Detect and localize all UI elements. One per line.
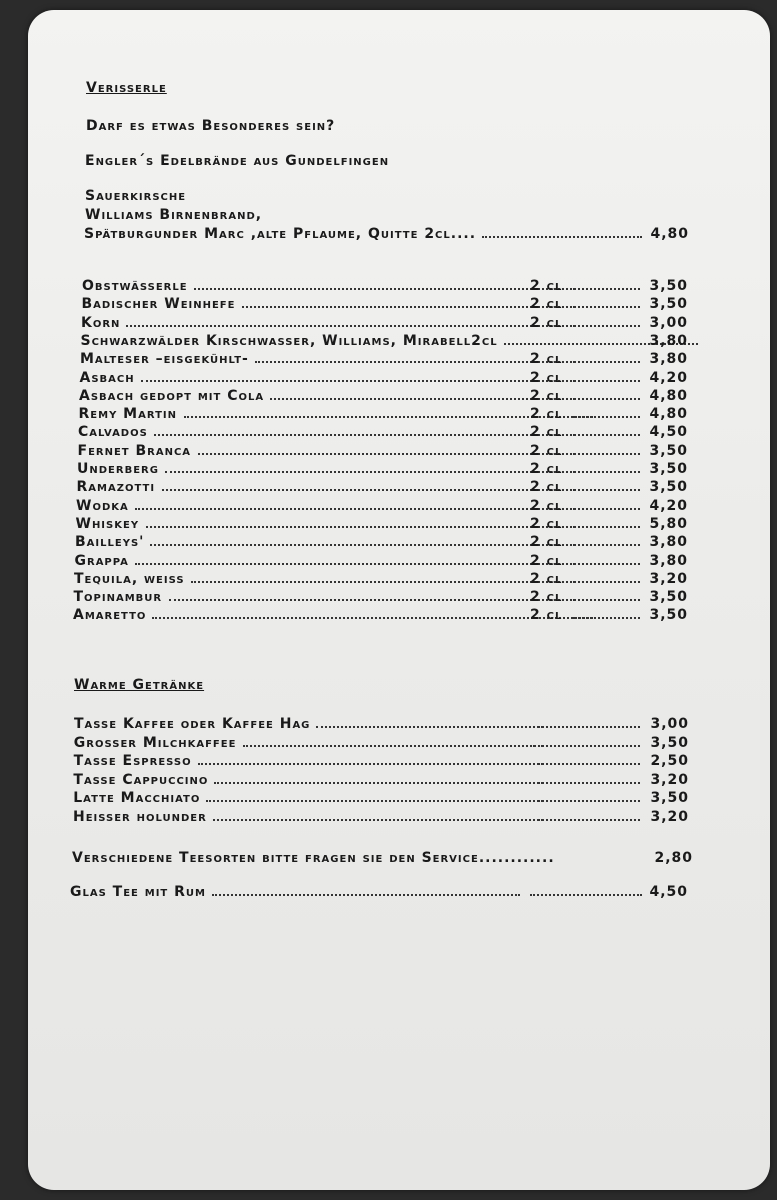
spirit-row	[79, 388, 688, 406]
item-unit: 2 cl	[530, 515, 563, 532]
section-heading-verisserle: Verisserle	[86, 80, 167, 96]
spirit-row	[80, 370, 689, 388]
menu-card	[28, 10, 770, 1190]
dot-leader	[141, 380, 597, 382]
spirit-row	[76, 516, 689, 534]
item-name: Latte Macchiato	[73, 790, 201, 806]
spirit-row	[75, 534, 688, 552]
rum-tea-row	[70, 884, 688, 902]
item-name: Spätburgunder Marc ,alte Pflaume, Quitte 2cl....	[84, 226, 477, 242]
item-name: Underberg	[77, 461, 159, 477]
item-unit: 2 cl	[530, 497, 563, 514]
item-price: 2,50	[650, 753, 689, 769]
item-unit: 2 cl	[530, 278, 563, 294]
special-line-1: Sauerkirsche	[85, 188, 187, 204]
dot-leader	[530, 894, 642, 896]
producer-line: Engler´s Edelbrände aus Gundelfingen	[85, 153, 390, 169]
item-name: Grosser Milchkaffee	[73, 734, 237, 751]
special-item-row	[84, 226, 689, 244]
item-name: Verschiedene Teesorten bitte fragen sie den Service............	[72, 850, 555, 866]
dot-leader	[573, 471, 640, 473]
item-unit: 2 cl	[530, 442, 563, 459]
dot-leader	[533, 819, 640, 821]
item-price: 2,80	[654, 850, 693, 866]
dot-leader	[573, 453, 640, 455]
item-unit: 2 cl	[530, 424, 563, 441]
item-unit: 2 cl	[530, 607, 563, 624]
spirit-row	[74, 589, 689, 607]
item-price: 3,50	[649, 278, 688, 294]
item-name: Fernet Branca	[77, 442, 192, 459]
item-unit: 2 cl	[530, 387, 563, 404]
warm-drink-row	[74, 716, 689, 734]
dot-leader	[573, 544, 640, 546]
item-unit: 2 cl	[530, 296, 563, 313]
subtitle: Darf es etwas Besonderes sein?	[86, 118, 336, 134]
warm-drink-row	[74, 753, 689, 771]
dot-leader	[573, 325, 640, 327]
item-price: 4,20	[649, 369, 688, 386]
item-price: 4,80	[650, 226, 689, 242]
item-unit: 2 cl	[530, 351, 563, 368]
item-price: 3,50	[649, 461, 688, 477]
warm-drink-row	[74, 735, 689, 753]
dot-leader	[243, 745, 543, 747]
item-name: Tasse Cappuccino	[73, 771, 209, 788]
item-price: 3,20	[650, 771, 689, 788]
item-unit: 2 cl	[530, 534, 563, 551]
dot-leader	[533, 800, 640, 802]
item-price: 3,80	[649, 332, 688, 349]
item-name: Topinambur	[73, 589, 163, 606]
dot-leader	[533, 726, 640, 728]
item-price: 3,50	[650, 734, 689, 751]
dot-leader	[573, 416, 640, 418]
spirit-row	[82, 278, 688, 296]
item-name: Asbach	[79, 369, 135, 386]
item-unit: 2 cl	[530, 479, 563, 496]
item-name: Whiskey	[75, 515, 140, 532]
item-price: 4,80	[649, 387, 688, 404]
dot-leader	[126, 325, 596, 327]
item-price: 3,00	[649, 314, 688, 331]
warm-drink-row	[73, 772, 689, 790]
special-line-2: Williams Birnenbrand,	[85, 207, 263, 223]
dot-leader	[146, 526, 597, 528]
dot-leader	[573, 581, 640, 583]
spirit-row	[74, 571, 688, 589]
spirit-row	[80, 351, 688, 369]
item-name: Schwarzwälder Kirschwasser, Williams, Mirabell2cl	[80, 332, 498, 349]
dot-leader	[316, 726, 543, 728]
item-price: 3,80	[649, 534, 688, 551]
dot-leader	[482, 236, 642, 238]
warm-drink-row	[73, 809, 689, 827]
dot-leader	[212, 894, 520, 896]
dot-leader	[533, 763, 640, 765]
item-price: 3,00	[650, 716, 689, 732]
item-name: Ramazotti	[76, 479, 156, 496]
dot-leader	[135, 508, 596, 510]
item-price: 4,20	[649, 497, 688, 514]
section-heading-warme-getraenke: Warme Getränke	[74, 677, 205, 693]
item-unit: 2 cl	[530, 570, 563, 587]
spirit-row	[81, 333, 689, 351]
item-name: Remy Martin	[78, 406, 178, 423]
item-price: 3,50	[649, 607, 688, 624]
item-price: 3,20	[650, 808, 689, 825]
item-price: 3,50	[649, 296, 688, 313]
dot-leader	[573, 380, 640, 382]
dot-leader	[198, 763, 543, 765]
item-price: 3,50	[649, 589, 688, 606]
item-name: Korn	[81, 314, 121, 331]
item-name: Tasse Kaffee oder Kaffee Hag	[74, 716, 311, 732]
item-name: Malteser –eisgekühlt-	[80, 351, 249, 368]
item-price: 3,50	[649, 442, 688, 459]
item-name: Asbach gedopt mit Cola	[79, 387, 265, 404]
item-price: 4,80	[649, 406, 688, 423]
item-name: Bailleys'	[75, 534, 145, 551]
dot-leader	[573, 434, 640, 436]
dot-leader	[573, 398, 640, 400]
warm-drink-row	[73, 790, 689, 808]
item-price: 3,50	[649, 479, 688, 496]
spirit-row	[76, 498, 688, 516]
dot-leader	[573, 617, 640, 619]
dot-leader	[573, 563, 640, 565]
spirit-row	[79, 406, 689, 424]
dot-leader	[213, 819, 543, 821]
item-price: 3,80	[649, 351, 688, 368]
item-name: Tasse Espresso	[73, 753, 192, 769]
item-price: 4,50	[649, 424, 688, 441]
item-name: Obstwässerle	[82, 278, 188, 294]
dot-leader	[573, 306, 640, 308]
item-name: Glas Tee mit Rum	[70, 884, 206, 900]
item-unit: 2 cl	[530, 406, 563, 423]
spirit-row	[77, 479, 689, 497]
spirit-row	[75, 553, 689, 571]
spirit-row	[78, 424, 688, 442]
spirit-row	[82, 296, 689, 314]
item-price: 3,80	[649, 552, 688, 569]
item-unit: 2 cl	[530, 552, 563, 569]
item-name: Wodka	[76, 497, 129, 514]
item-name: Amaretto	[73, 607, 147, 624]
dot-leader	[135, 563, 597, 565]
dot-leader	[573, 526, 640, 528]
dot-leader	[573, 288, 640, 290]
item-price: 4,50	[649, 884, 688, 900]
dot-leader	[573, 508, 640, 510]
item-price: 3,20	[649, 570, 688, 587]
dot-leader	[573, 599, 640, 601]
item-unit: 2 cl	[530, 314, 563, 331]
item-name: Calvados	[78, 424, 148, 441]
dot-leader	[533, 782, 640, 784]
spirit-row	[73, 607, 688, 625]
item-price: 5,80	[649, 515, 688, 532]
dot-leader	[533, 745, 640, 747]
item-name: Heisser holunder	[73, 808, 207, 825]
item-name: Tequila, weiss	[74, 570, 185, 587]
tea-row	[72, 850, 693, 868]
item-price: 3,50	[650, 790, 689, 806]
item-unit: 2 cl	[530, 589, 563, 606]
dot-leader	[214, 782, 543, 784]
item-unit: 2 cl	[530, 461, 563, 477]
item-name: Grappa	[74, 552, 129, 569]
item-unit: 2 cl	[530, 369, 563, 386]
dot-leader	[573, 361, 640, 363]
dot-leader	[573, 489, 640, 491]
spirit-row	[78, 443, 689, 461]
item-name: Badischer Weinhefe	[81, 296, 236, 313]
spirit-row	[81, 315, 688, 333]
dot-leader	[206, 800, 543, 802]
spirit-row	[77, 461, 688, 479]
